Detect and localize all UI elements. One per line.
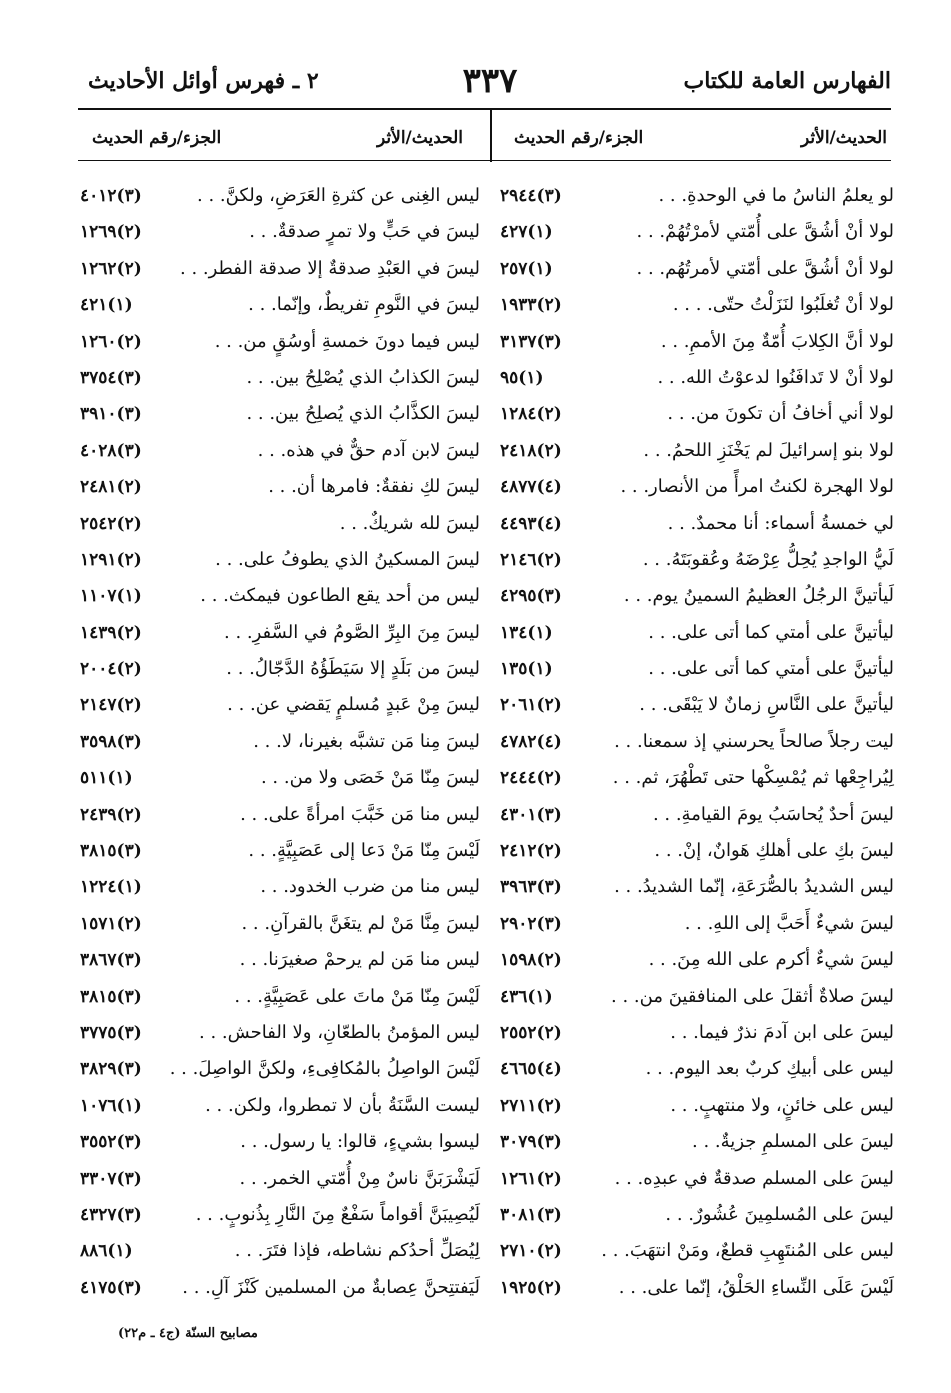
volume-hadith-ref: (٣)٤٠٢٨: [80, 440, 142, 461]
volume-hadith-ref: (٢)١٩٣٣: [500, 295, 562, 316]
hadith-text: ليس على أبيكِ كربٌ بعد اليوم. . .: [645, 1058, 894, 1080]
index-entry: [500, 906, 894, 942]
volume-hadith-ref: (٣)٣٧٥٤: [80, 367, 142, 388]
volume-hadith-ref: (١)١٠٧٦: [80, 1095, 142, 1116]
page-number: ٣٣٧: [462, 61, 518, 101]
hadith-text: ليسَ على المُسلمِينَ عُشُورٌ. . .: [665, 1203, 894, 1225]
hadith-text: ليت رجلاً صالحاً يحرسني إذ سمعنا. . .: [614, 730, 894, 752]
hadith-text: ليسَ في العَبْدِ صدقةٌ إلا صدقة الفطر. . .: [180, 257, 480, 279]
volume-hadith-ref: (٣)٣٩٦٣: [500, 877, 562, 898]
hadith-text: ليسَ مِنَّا مَنْ لم يتغَنَّ بالقرآنِ. . .: [241, 912, 480, 934]
hadith-text: ليسوا بشيءٍ، قالوا: يا رسول. . .: [240, 1131, 480, 1153]
index-entry: [80, 360, 480, 396]
index-entry: [80, 396, 480, 432]
index-entry: [500, 542, 894, 578]
volume-hadith-ref: (٢)٢١٤٧: [80, 695, 142, 716]
volume-hadith-ref: (٢)٢٤١٨: [500, 440, 562, 461]
hadith-text: ليس منا مَن خَبَّبَ امرأةً على. . .: [240, 803, 480, 825]
volume-hadith-ref: (١)١١٠٧: [80, 586, 142, 607]
left-index-column: [80, 178, 480, 1306]
volume-hadith-ref: (١)٤٢٧: [500, 222, 553, 243]
index-entry: [500, 833, 894, 869]
hadith-text: لِيُراجِعْها ثم يُمْسِكْها حتى تَطْهُرَ، ثم. . .: [612, 767, 894, 789]
volume-hadith-ref: (٣)٣٩١٠: [80, 404, 142, 425]
index-entry: [80, 942, 480, 978]
volume-hadith-ref: (٣)٣٨٢٩: [80, 1059, 142, 1080]
hadith-text: لو يعلمُ الناسُ ما في الوحدةِ. . .: [658, 185, 894, 206]
volume-hadith-ref: (١)١٢٢٤: [80, 877, 142, 898]
index-entry: [500, 360, 894, 396]
index-entry: [80, 1270, 480, 1306]
index-entry: [500, 396, 894, 432]
hadith-text: لولا بنو إسرائيلَ لم يَخْنَزِ اللحمُ. . .: [643, 439, 894, 461]
volume-hadith-ref: (٣)٣٠٨١: [500, 1204, 562, 1225]
hadith-text: ليسَ من بَلَدٍ إلا سَيَطَؤُهُ الدَّجّالُ. . .: [226, 658, 480, 680]
volume-hadith-ref: (٣)٣١٣٧: [500, 331, 562, 352]
index-entry: [500, 1197, 894, 1233]
hadith-text: ليسَ مِنّا مَنْ خَصَى ولا من. . .: [260, 767, 480, 789]
hadith-text: ليسَ الكذَّابُ الذي يُصلِحُ بين. . .: [246, 403, 480, 425]
hadith-text: ليس على المُنتَهِبِ قطعٌ، ومَنْ انتهَبَ. . .: [601, 1240, 894, 1262]
index-entry: [500, 869, 894, 905]
index-entry: [500, 578, 894, 614]
volume-hadith-ref: (٢)١٥٧١: [80, 913, 142, 934]
volume-hadith-ref: (١)١٣٥: [500, 659, 553, 680]
index-entry: [500, 651, 894, 687]
hadith-text: لولا أنَّ الكِلابَ أُمّةٌ مِنَ الأممِ. . .: [660, 330, 894, 352]
volume-hadith-ref: (٤)٤٨٧٧: [500, 477, 562, 498]
index-entry: [500, 1015, 894, 1051]
hadith-text: لولا أنْ أشُقَّ على أمّتي لأمرتُهُم. . .: [636, 257, 894, 279]
hadith-text: ليسَ مِنْ عَبدٍ مُسلمٍ يَقضي عن. . .: [227, 694, 480, 716]
volume-hadith-ref: (١)١٣٤: [500, 622, 553, 643]
index-entry: [500, 251, 894, 287]
hadith-text: ليسَ شيءٌ أكرم على الله مِنَ. . .: [648, 949, 894, 971]
hadith-text: لَيْسَ مِنّا مَنْ دَعا إلى عَصَبِيَّةٍ. . .: [248, 840, 480, 862]
volume-hadith-ref: (٢)٢٠٦١: [500, 695, 562, 716]
volume-hadith-ref: (١)٥١١: [80, 768, 133, 789]
volume-hadith-ref: (٢)٢٠٠٤: [80, 659, 142, 680]
index-entry: [500, 1161, 894, 1197]
volume-hadith-ref: (٤)٤٦٦٥: [500, 1059, 562, 1080]
volume-hadith-ref: (١)٩٥: [500, 367, 544, 388]
volume-hadith-ref: (٣)٣٥٩٨: [80, 731, 142, 752]
index-entry: [500, 797, 894, 833]
hadith-text: لَيْسَ الواصِلُ بالمُكافِىءِ، ولكنَّ الواصِلَ. . .: [169, 1058, 480, 1080]
column-divider: [490, 110, 492, 162]
index-entry: [80, 687, 480, 723]
volume-hadith-ref: (٢)٢٧١٠: [500, 1241, 562, 1262]
index-entry: [80, 578, 480, 614]
hadith-text: ليسَ بكِ على أهلكِ هَوانٌ، إنْ. . .: [654, 840, 894, 862]
hadith-text: ليس الغِنى عن كثرةِ العَرَضِ، ولكنَّ. . .: [197, 185, 480, 206]
volume-hadith-ref: (٣)٣٨١٥: [80, 986, 142, 1007]
hadith-text: لَيَشْرَبَنَّ ناسٌ مِنْ أُمّتي الخمر. . .: [239, 1167, 480, 1189]
volume-hadith-ref: (٣)٤٣٠١: [500, 804, 562, 825]
index-entry: [80, 506, 480, 542]
left-col-text-header: الحديث/الأثر: [377, 128, 463, 148]
right-col-text-header: الحديث/الأثر: [801, 128, 887, 148]
volume-hadith-ref: (٢)١٥٩٨: [500, 950, 562, 971]
index-entry: [500, 178, 894, 214]
hadith-text: لَيُصِيبَنَّ أقواماً سَفْعٌ مِنَ النَّارِ بِذُنوبٍ. . .: [195, 1203, 480, 1225]
volume-hadith-ref: (٢)٢٥٥٢: [500, 1022, 562, 1043]
hadith-text: لي خمسةُ أسماء: أنا محمدٌ. . .: [667, 512, 894, 534]
index-entry: [80, 251, 480, 287]
hadith-text: ليسَ شيءٌ أَحَبَّ إلى اللهِ. . .: [684, 912, 894, 934]
hadith-text: لَيأتينَّ الرجُلُ العظيمُ السمينُ يوم. . .: [623, 585, 894, 607]
right-index-column: [500, 178, 894, 1306]
index-entry: [80, 724, 480, 760]
volume-hadith-ref: (٣)٣٣٠٧: [80, 1168, 142, 1189]
volume-hadith-ref: (٢)٢٤٤٤: [500, 768, 562, 789]
volume-hadith-ref: (٢)٢٤٨١: [80, 477, 142, 498]
volume-hadith-ref: (٢)٢٥٤٢: [80, 513, 142, 534]
index-entry: [500, 615, 894, 651]
index-entry: [80, 760, 480, 796]
volume-hadith-ref: (٣)٤١٧٥: [80, 1277, 142, 1298]
column-header-rule: [78, 160, 891, 161]
hadith-text: ليسَ لله شريكٌ. . .: [339, 512, 480, 534]
index-entry: [80, 979, 480, 1015]
index-entry: [80, 433, 480, 469]
index-entry: [80, 1197, 480, 1233]
index-entry: [80, 906, 480, 942]
volume-hadith-ref: (٣)٤٣٢٧: [80, 1204, 142, 1225]
hadith-text: ليسَ صلاةٌ أثقلَ على المنافقينَ من. . .: [611, 985, 894, 1007]
volume-hadith-ref: (٣)٢٩٠٢: [500, 913, 562, 934]
hadith-text: ليسَ مِنا مَن تشبَّه بغيرنا، لا. . .: [253, 730, 480, 752]
running-title-left: ٢ ـ فهرس أوائل الأحاديث: [88, 68, 319, 94]
volume-hadith-ref: (٢)٢٧١١: [500, 1095, 562, 1116]
hadith-text: ليس على خائنٍ، ولا منتهبٍ. . .: [670, 1094, 894, 1116]
index-entry: [80, 214, 480, 250]
volume-hadith-ref: (٢)١٢٦١: [500, 1168, 562, 1189]
index-entry: [500, 1088, 894, 1124]
hadith-text: لولا أنْ أشُقَّ على أُمّتي لأمرْتُهُمْ. . .: [636, 221, 894, 243]
hadith-text: ليسَ على المسلم صدقةٌ في عبدِه. . .: [614, 1167, 894, 1189]
index-entry: [500, 214, 894, 250]
hadith-text: ليأتينَّ على أمتي كما أتى على. . .: [648, 658, 894, 680]
volume-hadith-ref: (٢)١٢٦٢: [80, 258, 142, 279]
index-entry: [500, 1124, 894, 1160]
hadith-text: ليسَ أحدٌ يُحاسَبُ يومَ القيامةِ. . .: [652, 803, 894, 825]
volume-hadith-ref: (١)٤٣٦: [500, 986, 553, 1007]
index-entry: [80, 1161, 480, 1197]
hadith-text: لَيُّ الواجدِ يُحِلُّ عِرْضَهُ وعُقوبَتَهُ. . .: [642, 548, 894, 570]
index-entry: [80, 287, 480, 323]
index-entry: [80, 1051, 480, 1087]
footer-signature: مصابيح السنّة (ج٤ ـ م٢٢): [118, 1326, 258, 1341]
index-entry: [500, 433, 894, 469]
hadith-text: لَيَفتتِحنَّ عِصابةٌ من المسلمين كَنْزَ آلِ. . .: [182, 1276, 480, 1298]
hadith-text: ليس فيما دونَ خمسةِ أوسُقٍ من. . .: [214, 330, 480, 352]
index-entry: [80, 1015, 480, 1051]
volume-hadith-ref: (٤)٤٤٩٣: [500, 513, 562, 534]
hadith-text: ليأتينَّ على أمتي كما أتى على. . .: [648, 621, 894, 643]
index-entry: [80, 1233, 480, 1269]
volume-hadith-ref: (١)٨٨٦: [80, 1241, 133, 1262]
index-entry: [80, 178, 480, 214]
hadith-text: ليسَ في حَبٍّ ولا تمرٍ صدقةٌ. . .: [249, 221, 480, 243]
hadith-text: ليس الشديدُ بالصُّرَعَةِ، إنّما الشديدُ. . .: [614, 876, 894, 898]
index-entry: [500, 1270, 894, 1306]
volume-hadith-ref: (١)٢٥٧: [500, 258, 553, 279]
index-entry: [500, 942, 894, 978]
volume-hadith-ref: (٢)٢١٤٦: [500, 549, 562, 570]
volume-hadith-ref: (٣)٤٠١٢: [80, 186, 142, 206]
volume-hadith-ref: (٢)١٢٩١: [80, 549, 142, 570]
volume-hadith-ref: (٢)٢٤١٢: [500, 841, 562, 862]
volume-hadith-ref: (٣)٣٥٥٢: [80, 1132, 142, 1153]
index-entry: [500, 287, 894, 323]
index-entry: [80, 797, 480, 833]
index-entry: [80, 542, 480, 578]
index-entry: [500, 979, 894, 1015]
hadith-text: لولا أنْ تُغلَبُوا لنَزَلْتُ حتّى. . . .: [672, 294, 894, 316]
volume-hadith-ref: (٣)٣٨١٥: [80, 841, 142, 862]
index-entry: [80, 324, 480, 360]
volume-hadith-ref: (٢)١٩٢٥: [500, 1277, 562, 1298]
hadith-text: ليسَ لابن آدم حقٌّ في هذه. . .: [257, 439, 480, 461]
hadith-text: ليسَ لكِ نفقةٌ: فامرها أن. . .: [268, 476, 480, 498]
hadith-text: ليس منا مَن لم يرحمْ صغيرَنا. . .: [239, 949, 480, 971]
running-title-right: الفهارس العامة للكتاب: [683, 68, 891, 94]
volume-hadith-ref: (٢)١٤٣٩: [80, 622, 142, 643]
hadith-text: ليس من أحد يقع الطاعون فيمكث. . .: [200, 585, 480, 607]
index-entry: [80, 469, 480, 505]
hadith-text: ليسَ على ابن آدمَ نذرٌ فيما. . .: [670, 1021, 894, 1043]
hadith-text: ليأتينَّ على النَّاسِ زمانٌ لا يَبْقَى. . .: [639, 694, 894, 716]
hadith-text: لولا أني أخافُ أن تكونَ من. . .: [667, 403, 894, 425]
index-entry: [500, 687, 894, 723]
hadith-text: ليسَ على المسلمِ جزيةٌ. . .: [692, 1131, 894, 1153]
index-entry: [500, 760, 894, 796]
hadith-text: لَيْسَ مِنّا مَنْ ماتَ على عَصَبِيَّةٍ. . .: [234, 985, 480, 1007]
index-entry: [500, 1051, 894, 1087]
volume-hadith-ref: (٢)١٢٦٩: [80, 222, 142, 243]
hadith-text: لولا الهجرة لكنتُ امرأً من الأنصار. . .: [620, 476, 894, 498]
index-entry: [500, 724, 894, 760]
volume-hadith-ref: (٢)١٢٦٠: [80, 331, 142, 352]
left-col-ref-header: الجزء/رقم الحديث: [92, 128, 222, 148]
hadith-text: لولا أنْ لا تَدافَنُوا لدعوْتُ الله. . .: [657, 366, 894, 388]
right-col-ref-header: الجزء/رقم الحديث: [514, 128, 644, 148]
volume-hadith-ref: (١)٤٢١: [80, 295, 133, 316]
header-rule: [78, 108, 891, 110]
volume-hadith-ref: (٢)١٢٨٤: [500, 404, 562, 425]
hadith-text: لَيْسَ عَلَى النِّساءِ الحَلْقُ، إنّما على. . .: [618, 1276, 894, 1298]
hadith-text: ليس المؤمنُ بالطعّانِ، ولا الفاحش. . .: [199, 1021, 480, 1043]
index-entry: [500, 506, 894, 542]
index-entry: [80, 1124, 480, 1160]
volume-hadith-ref: (٣)٣٠٧٩: [500, 1132, 562, 1153]
index-entry: [80, 833, 480, 869]
index-entry: [80, 651, 480, 687]
volume-hadith-ref: (٤)٤٧٨٢: [500, 731, 562, 752]
index-entry: [500, 324, 894, 360]
index-entry: [80, 1088, 480, 1124]
hadith-text: ليس منا من ضرب الخدود. . .: [260, 876, 480, 898]
volume-hadith-ref: (٣)٣٧٧٥: [80, 1022, 142, 1043]
hadith-text: ليست السَّنَةُ بأن لا تمطروا، ولكن. . .: [205, 1094, 480, 1116]
hadith-text: ليسَ الكذابُ الذي يُصْلِحُ بين. . .: [246, 366, 480, 388]
volume-hadith-ref: (٣)٢٩٤٤: [500, 186, 562, 206]
index-entry: [80, 615, 480, 651]
index-entry: [500, 1233, 894, 1269]
hadith-text: ليسَ في النَّومِ تفريطٌ، وإنّما. . .: [248, 294, 480, 316]
volume-hadith-ref: (٢)٢٤٣٩: [80, 804, 142, 825]
volume-hadith-ref: (٣)٣٨٦٧: [80, 950, 142, 971]
index-entry: [80, 869, 480, 905]
index-entry: [500, 469, 894, 505]
hadith-text: ليسَ مِنَ البِرِّ الصَّومُ في السَّفرِ. . .: [224, 621, 480, 643]
volume-hadith-ref: (٣)٤٢٩٥: [500, 586, 562, 607]
hadith-text: لِيُصَلِّ أحدُكم نشاطه، فإذا فتَرَ. . .: [234, 1240, 480, 1262]
hadith-text: ليسَ المسكينُ الذي يطوفُ على. . .: [215, 548, 480, 570]
